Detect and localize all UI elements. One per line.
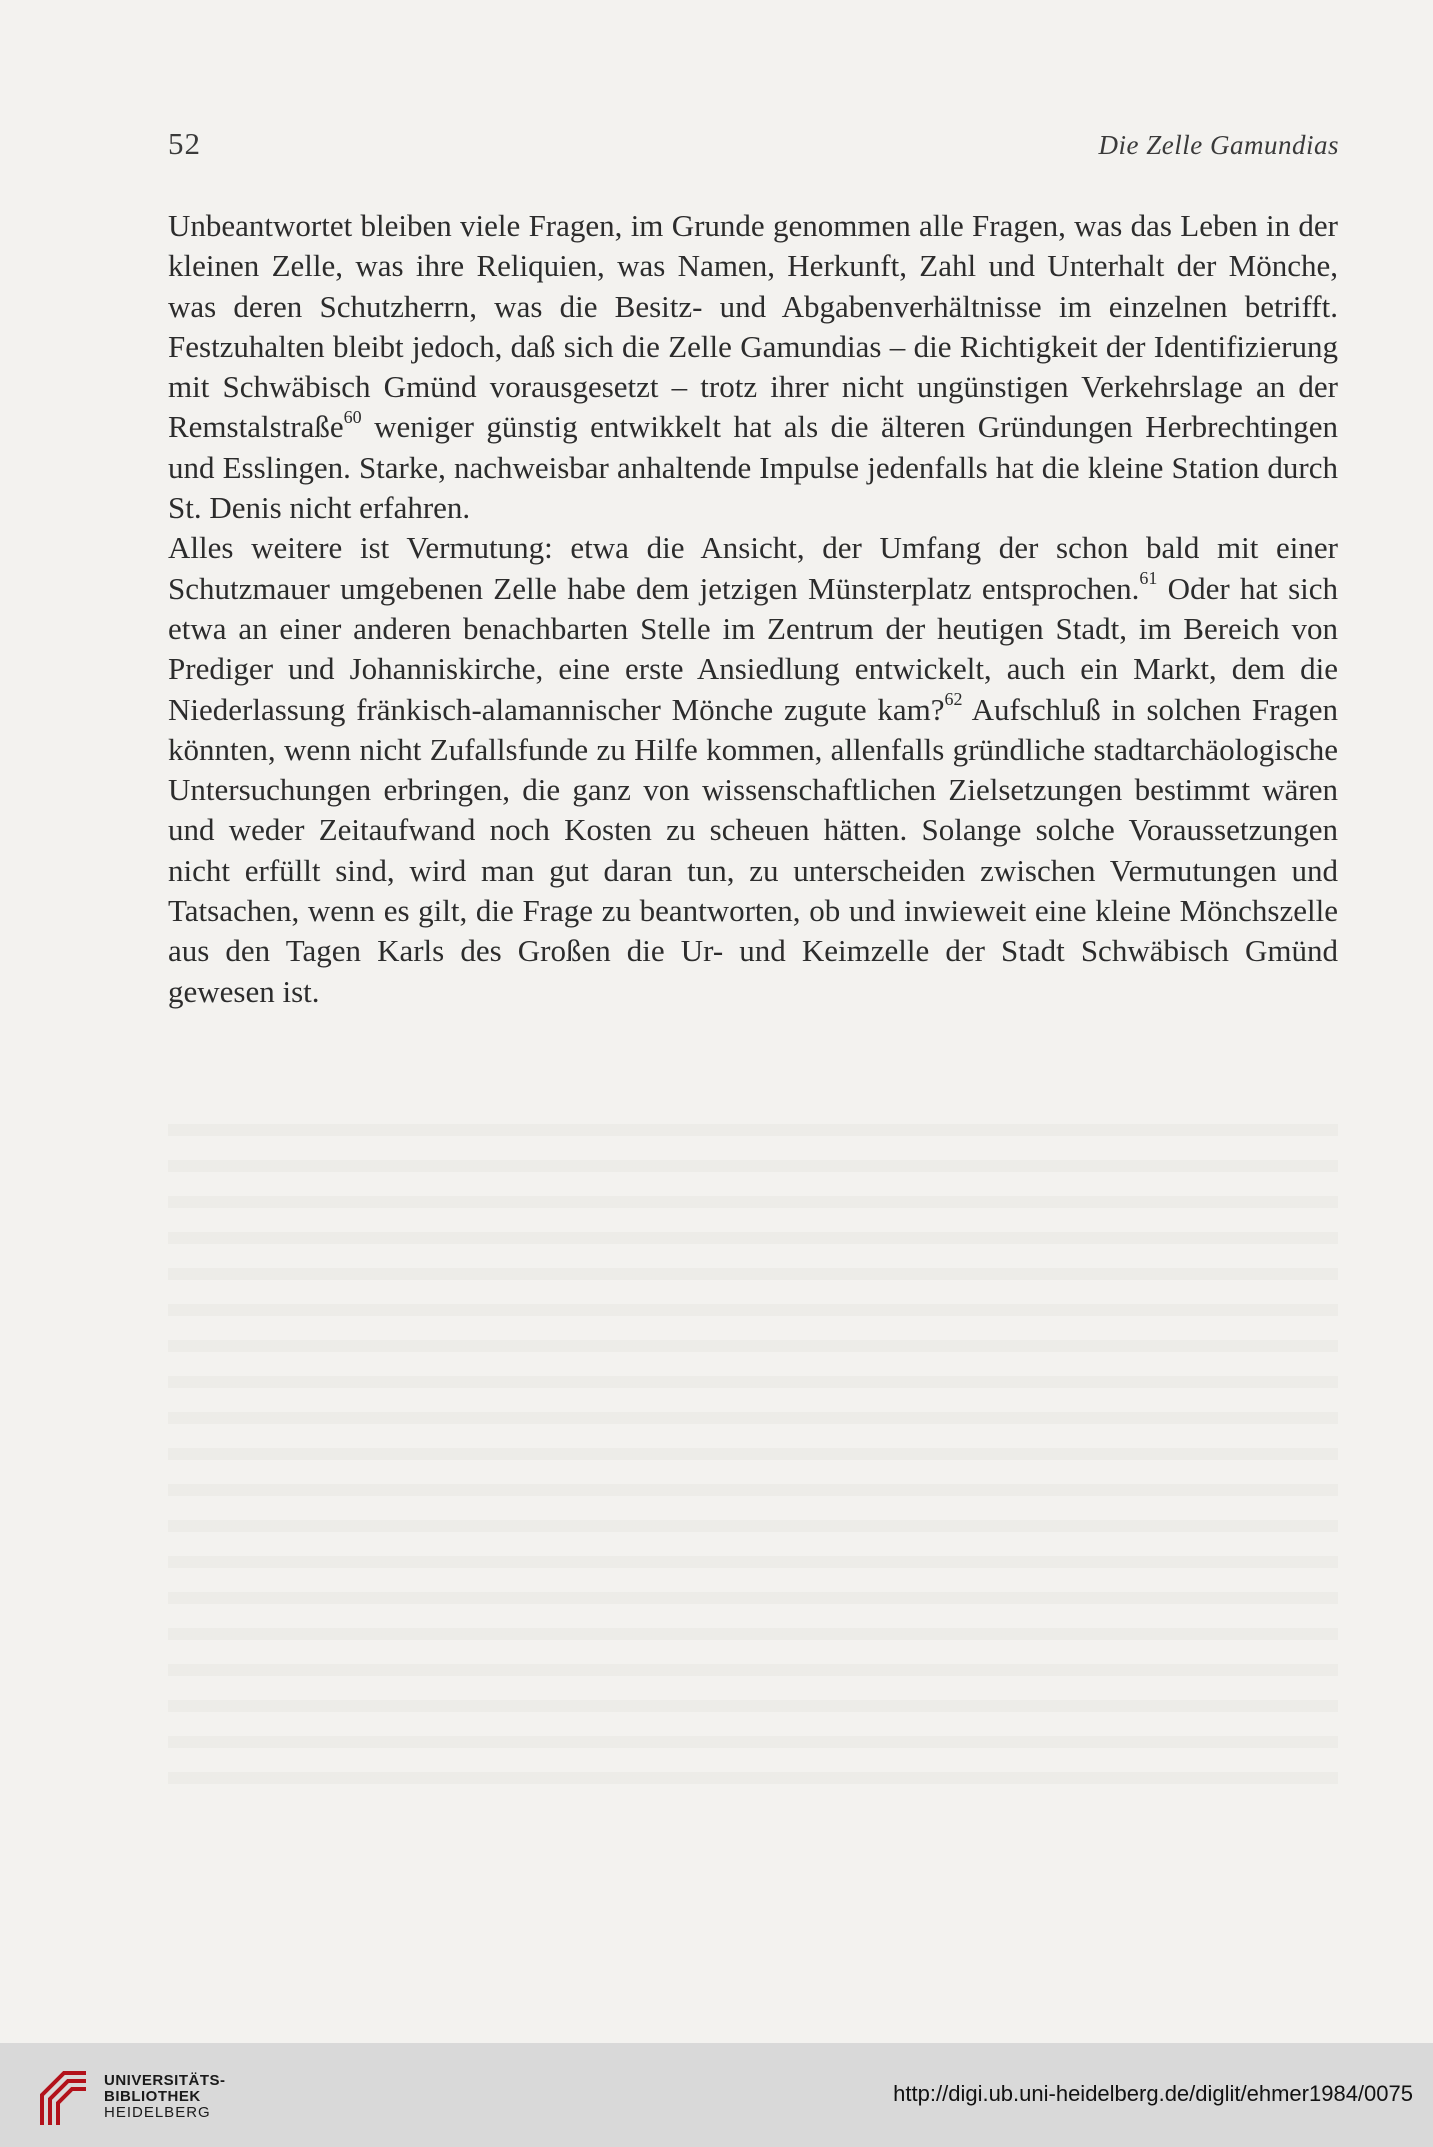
viewer-footer xyxy=(0,2043,1433,2147)
library-name-line-2: BIBLIOTHEK xyxy=(104,2088,201,2105)
footnote-ref-60[interactable]: 60 xyxy=(343,407,362,428)
paragraph-1-text-b: weniger günstig entwikkelt hat als die älteren Gründungen Herbrechtingen und Esslingen. Starke, nachweisbar anhaltende Impulse jedenfalls hat die kleine Station durch St. Denis nicht erfahren. xyxy=(168,409,1338,526)
paragraph-1 xyxy=(168,206,1338,528)
library-logo-icon xyxy=(34,2065,90,2131)
paragraph-1-text-a: Unbeantwortet bleiben viele Fragen, im Grunde genommen alle Fragen, was das Leben in der kleinen Zelle, was ihre Reliquien, was Namen, Herkunft, Zahl und Unterhalt der Mönche, was deren Schutzherrn, was die Besitz- und Abgabenverhältnisse im einzelnen betrifft. Festzuhalten bleibt jedoch, daß sich die Zelle Gamundias – die Richtigkeit der Identifizierung mit Schwäbisch Gmünd vorausgesetzt – trotz ihrer nicht ungünstigen Verkehrslage an der Remstalstraße xyxy=(168,208,1338,445)
permalink-url[interactable]: http://digi.ub.uni-heidelberg.de/diglit/ehmer1984/0075 xyxy=(893,2081,1413,2106)
library-name xyxy=(104,2073,226,2121)
paragraph-2-text-c: Aufschluß in solchen Fragen könnten, wenn nicht Zufallsfunde zu Hilfe kommen, allenfalls gründliche stadtarchäologische Untersuchungen erbringen, die ganz von wissenschaftlichen Zielsetzungen bestimmt wären und weder Zeitaufwand noch Kosten zu scheuen hätten. Solange solche Voraussetzungen nicht erfüllt sind, wird man gut daran tun, zu unterscheiden zwischen Vermutungen und Tatsachen, wenn es gilt, die Frage zu beantworten, ob und inwieweit eine kleine Mönchszelle aus den Tagen Karls des Großen die Ur- und Keimzelle der Stadt Schwäbisch Gmünd gewesen ist. xyxy=(168,691,1339,1009)
body-text xyxy=(168,206,1338,1012)
page-header xyxy=(168,126,1339,166)
running-title: Die Zelle Gamundias xyxy=(1098,130,1339,160)
paragraph-2-text-a: Alles weitere ist Vermutung: etwa die Ansicht, der Umfang der schon bald mit einer Schutzmauer umgebenen Zelle habe dem jetzigen Münsterplatz entsprochen. xyxy=(168,530,1338,606)
footnote-ref-61[interactable]: 61 xyxy=(1139,568,1158,589)
paragraph-2 xyxy=(168,528,1338,1012)
library-name-line-3: HEIDELBERG xyxy=(104,2104,211,2121)
footnote-ref-62[interactable]: 62 xyxy=(944,689,963,710)
paper-show-through xyxy=(168,1100,1338,1800)
page-number: 52 xyxy=(168,126,201,161)
paragraph-2-text-b: Oder hat sich etwa an einer anderen benachbarten Stelle im Zentrum der heutigen Stadt, im Bereich von Prediger und Johanniskirche, eine erste Ansiedlung entwickelt, auch ein Markt, dem die Niederlassung fränkisch-alamannischer Mönche zugute kam? xyxy=(168,570,1338,727)
library-name-line-1: UNIVERSITÄTS- xyxy=(104,2072,226,2089)
